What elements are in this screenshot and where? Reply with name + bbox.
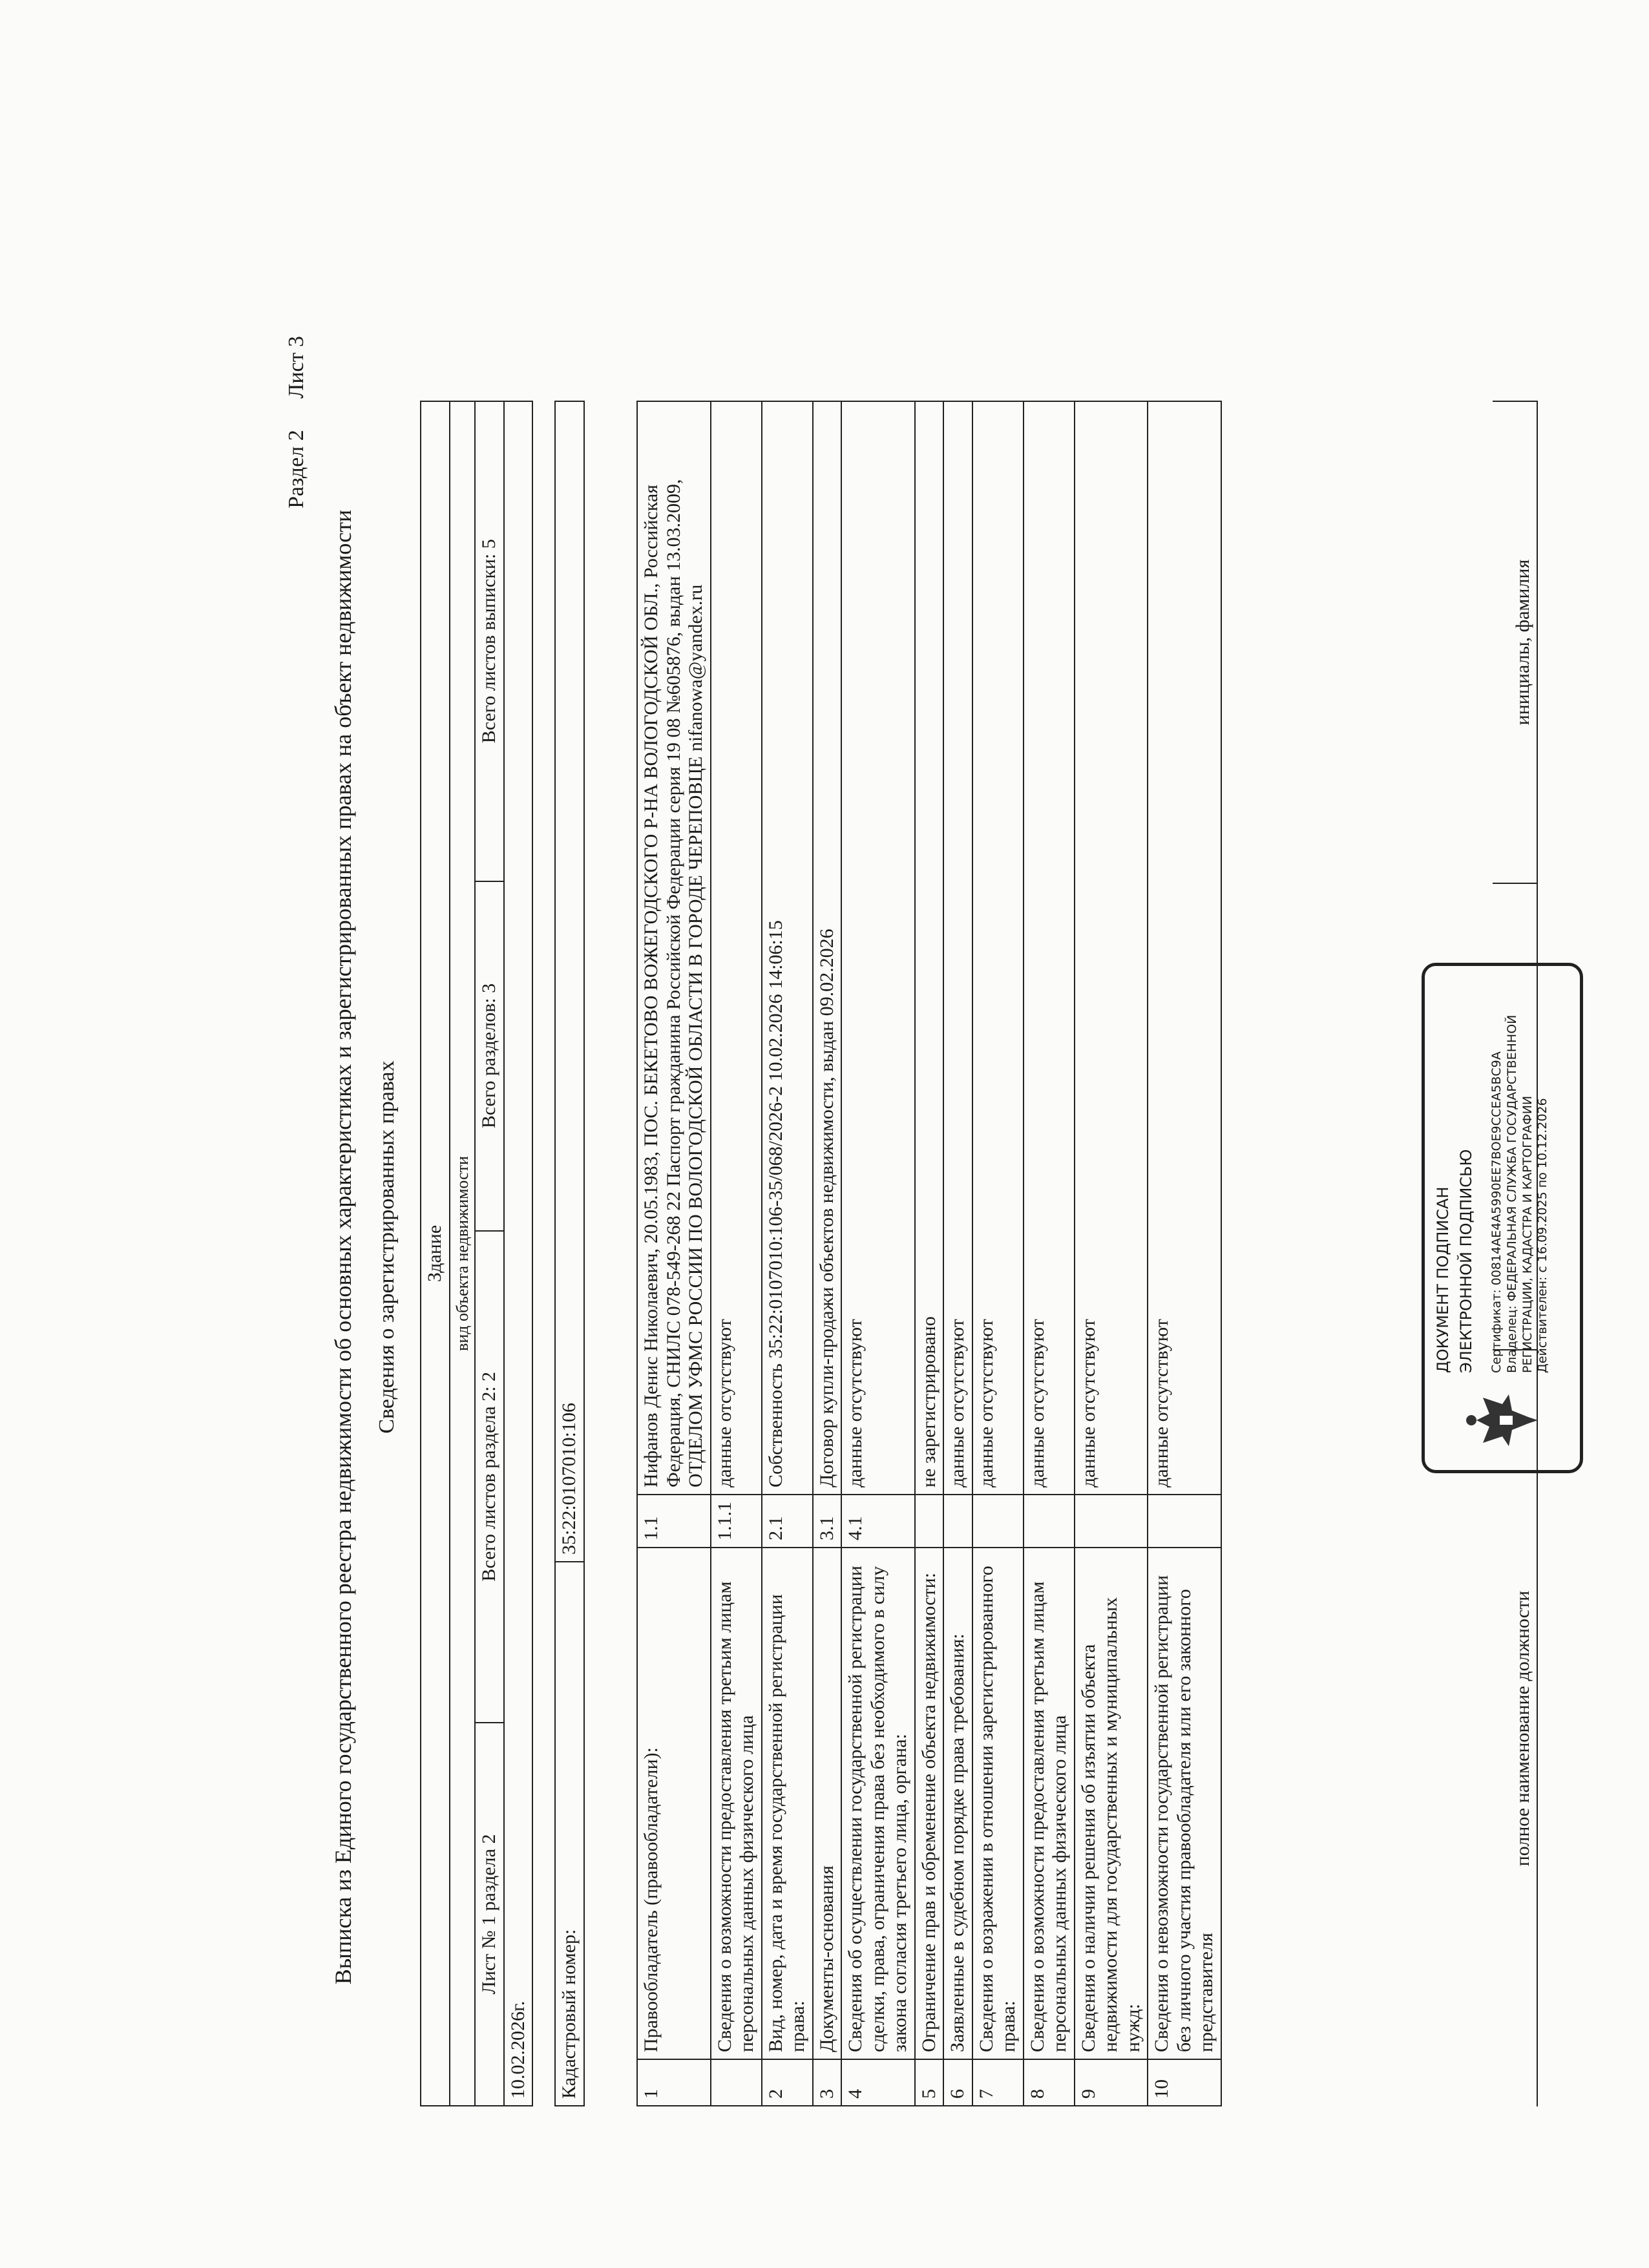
- section-number: Раздел 2: [284, 430, 308, 509]
- row-value: данные отсутствуют: [1024, 401, 1075, 1495]
- row-label: Заявленные в судебном порядке права требования:: [943, 1548, 972, 2059]
- object-type-caption: вид объекта недвижимости: [450, 401, 476, 2106]
- row-number: 6: [943, 2059, 972, 2106]
- document-title: Выписка из Единого государственного реестра недвижимости об основных характеристиках и зарегистрированных правах на объект недвижимости: [330, 509, 356, 1985]
- row-label: Сведения о невозможности государственной регистрации без личного участия правообладателя или его законного представителя: [1148, 1548, 1221, 2059]
- rights-row: [1075, 401, 1148, 2106]
- row-subnumber: [1148, 1495, 1221, 1548]
- sheets-in-section: Всего листов раздела 2: 2: [475, 1231, 504, 1723]
- stamp-owner: Владелец: ФЕДЕРАЛЬНАЯ СЛУЖБА ГОСУДАРСТВЕННОЙ РЕГИСТРАЦИИ, КАДАСТРА И КАРТОГРАФИИ: [1504, 1014, 1535, 1373]
- row-number: 3: [813, 2059, 842, 2106]
- row-number: 7: [972, 2059, 1024, 2106]
- row-number: 2: [762, 2059, 813, 2106]
- rights-row: [813, 401, 842, 2106]
- stamp-details: [1489, 972, 1551, 1373]
- rights-row: [1024, 401, 1075, 2106]
- row-number: 8: [1024, 2059, 1075, 2106]
- rights-row: [637, 401, 711, 2106]
- row-subnumber: 4.1: [841, 1495, 915, 1548]
- row-number: 4: [841, 2059, 915, 2106]
- row-label: Сведения об осуществлении государственной регистрации сделки, права, ограничения права без необходимого в силу закона согласия третьего лица, органа:: [841, 1548, 915, 2059]
- row-value: Договор купли-продажи объектов недвижимости, выдан 09.02.2026: [813, 401, 842, 1495]
- row-subnumber: [972, 1495, 1024, 1548]
- rights-row: [972, 401, 1024, 2106]
- e-signature-stamp: [1422, 963, 1583, 1473]
- extract-date: 10.02.2026г.: [504, 401, 533, 2106]
- rights-table: [636, 401, 1222, 2106]
- row-subnumber: [1024, 1495, 1075, 1548]
- row-subnumber: 1.1.1: [711, 1495, 762, 1548]
- position-caption: полное наименование должности: [1493, 1350, 1537, 2106]
- row-number: 10: [1148, 2059, 1221, 2106]
- row-subnumber: 1.1: [637, 1495, 711, 1548]
- row-value: Собственность 35:22:0107010:106-35/068/2026-2 10.02.2026 14:06:15: [762, 401, 813, 1495]
- row-value: данные отсутствуют: [711, 401, 762, 1495]
- header-table: [420, 401, 533, 2106]
- document-subtitle: Сведения о зарегистрированных правах: [375, 1060, 399, 1434]
- row-label: Сведения о возможности предоставления третьим лицам персональных данных физического лица: [1024, 1548, 1075, 2059]
- cadastral-number: 35:22:0107010:106: [555, 401, 584, 1562]
- row-number: 9: [1075, 2059, 1148, 2106]
- rights-row: [762, 401, 813, 2106]
- rights-row: [841, 401, 915, 2106]
- cadastral-label: Кадастровый номер:: [555, 1562, 584, 2106]
- row-value: данные отсутствуют: [1148, 401, 1221, 1495]
- row-subnumber: 3.1: [813, 1495, 842, 1548]
- name-caption: инициалы, фамилия: [1493, 401, 1537, 883]
- cadastral-table: [554, 401, 585, 2106]
- rights-row: [915, 401, 944, 2106]
- row-value: Нифанов Денис Николаевич, 20.05.1983, ПОС. БЕКЕТОВО ВОЖЕГОДСКОГО Р-НА ВОЛОГОДСКОЙ ОБЛ., Российская Федерация, СНИЛС 078-549-268 22 Паспорт гражданина Российской Федерации серия 19 08 №605876, выдан 13.03.2009, ОТДЕЛОМ УФМС РОССИИ ПО ВОЛОГОДСКОЙ ОБЛАСТИ В ГОРОДЕ ЧЕРЕПОВЦЕ nifanowa@yandex.ru: [637, 401, 711, 1495]
- row-value: данные отсутствуют: [972, 401, 1024, 1495]
- rights-row: [1148, 401, 1221, 2106]
- row-label: Ограничение прав и обременение объекта недвижимости:: [915, 1548, 944, 2059]
- stamp-validity: Действителен: с 16.09.2025 по 10.12.2026: [1535, 1098, 1550, 1373]
- row-subnumber: [915, 1495, 944, 1548]
- row-number: [711, 2059, 762, 2106]
- row-label: Сведения о наличии решения об изъятии объекта недвижимости для государственных и муниципальных нужд:: [1075, 1548, 1148, 2059]
- row-value: данные отсутствуют: [943, 401, 972, 1495]
- row-subnumber: [943, 1495, 972, 1548]
- stamp-line-1: ДОКУМЕНТ ПОДПИСАН: [1434, 1186, 1452, 1373]
- row-value: не зарегистрировано: [915, 401, 944, 1495]
- double-headed-eagle-icon: [1464, 1385, 1541, 1456]
- section-line: [284, 336, 309, 534]
- row-value: данные отсутствуют: [841, 401, 915, 1495]
- sheet-number: Лист 3: [284, 336, 308, 399]
- row-label: Сведения о возражении в отношении зарегистрированного права:: [972, 1548, 1024, 2059]
- object-type: Здание: [421, 401, 450, 2106]
- row-label: Вид, номер, дата и время государственной регистрации права:: [762, 1548, 813, 2059]
- rights-row: [711, 401, 762, 2106]
- stamp-certificate: Сертификат: 00814АЕ4А5990ЕЕ7ВОЕ9ССЕА5ВС9А: [1489, 1051, 1504, 1373]
- row-label: Документы-основания: [813, 1548, 842, 2059]
- sheets-total: Всего листов выписки: 5: [475, 401, 504, 881]
- rotated-document: [284, 310, 1609, 2184]
- row-number: 1: [637, 2059, 711, 2106]
- row-subnumber: 2.1: [762, 1495, 813, 1548]
- row-label: Сведения о возможности предоставления третьим лицам персональных данных физического лица: [711, 1548, 762, 2059]
- stamp-line-2: ЭЛЕКТРОННОЙ ПОДПИСЬЮ: [1457, 1149, 1475, 1373]
- row-number: 5: [915, 2059, 944, 2106]
- sheet-no: Лист № 1 раздела 2: [475, 1723, 504, 2106]
- rights-row: [943, 401, 972, 2106]
- sections-total: Всего разделов: 3: [475, 881, 504, 1231]
- row-label: Правообладатель (правообладатели):: [637, 1548, 711, 2059]
- row-subnumber: [1075, 1495, 1148, 1548]
- row-value: данные отсутствуют: [1075, 401, 1148, 1495]
